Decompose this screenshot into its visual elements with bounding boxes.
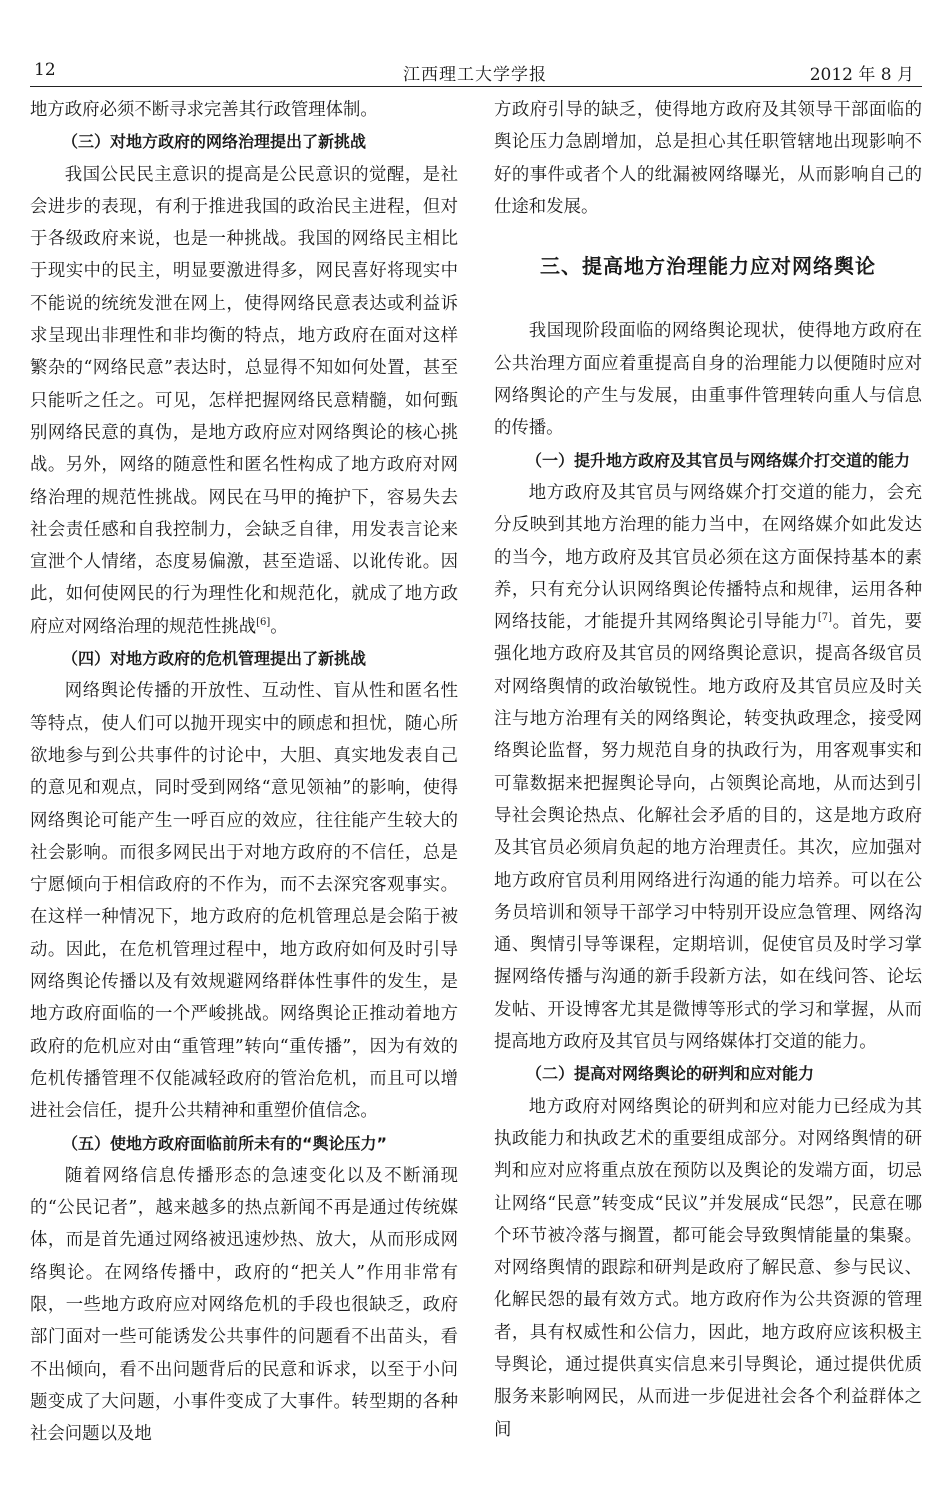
subsection-heading-1: （一）提升地方政府及其官员与网络媒介打交道的能力 — [526, 450, 911, 470]
paragraph: 我国现阶段面临的网络舆论现状，使得地方政府在公共治理方面应着重提高自身的治理能力以便随时应对网络舆论的产生与发展，由重事件管理转向重人与信息的传播。 — [494, 321, 922, 439]
subsection-heading-2: （二）提高对网络舆论的研判和应对能力 — [526, 1064, 815, 1084]
subsection-heading-3: （三）对地方政府的网络治理提出了新挑战 — [62, 132, 367, 152]
paragraph: 地方政府对网络舆论的研判和应对能力已经成为其执政能力和执政艺术的重要组成部分。对网络舆情的研判和应对应将重点放在预防以及舆论的发端方面，切忌让网络“民意”转变成“民议”并发展成“民怨”，民意在哪个环节被冷落与搁置，都可能会导致舆情能量的集聚。对网络舆情的跟踪和研判是政府了解民意、参与民议、化解民怨的最有效方式。地方政府作为公共资源的管理者，具有权威性和公信力，因此，地方政府应该积极主导舆论，通过提供真实信息来引导舆论，通过提供优质服务来影响网民，从而进一步促进社会各个利益群体之间 — [494, 1096, 922, 1440]
running-header — [30, 60, 920, 84]
journal-title: 江西理工大学学报 — [403, 65, 547, 85]
paragraph: 网络舆论传播的开放性、互动性、盲从性和匿名性等特点，使人们可以抛开现实中的顾虑和担忧，随心所欲地参与到公共事件的讨论中，大胆、真实地发表自己的意见和观点，同时受到网络“意见领袖”的影响，使得网络舆论可能产生一呼百应的效应，往往能产生较大的社会影响。而很多网民出于对地方政府的不信任，总是宁愿倾向于相信政府的不作为，而不去深究客观事实。在这样一种情况下，地方政府的危机管理总是会陷于被动。因此，在危机管理过程中，地方政府如何及时引导网络舆论传播以及有效规避网络群体性事件的发生，是地方政府面临的一个严峻挑战。网络舆论正推动着地方政府的危机应对由“重管理”转向“重传播”，因为有效的危机传播管理不仅能减轻政府的管治危机，而且可以增进社会信任，提升公共精神和重塑价值信念。 — [30, 681, 458, 1122]
citation-ref: [6] — [256, 616, 271, 628]
page-number: 12 — [34, 60, 56, 80]
paragraph-text: 。首先，要强化地方政府及其官员的网络舆论意识，提高各级官员对网络舆情的政治敏锐性。地方政府及其官员应及时关注与地方治理有关的网络舆论，转变执政理念，接受网络舆论监督，努力规范自身的执政行为，用客观事实和可靠数据来把握舆论导向，占领舆论高地，从而达到引导社会舆论热点、化解社会矛盾的目的，这是地方政府及其官员必须肩负起的地方治理责任。其次，应加强对地方政府官员利用网络进行沟通的能力培养。可以在公务员培训和领导干部学习中特别开设应急管理、网络沟通、舆情引导等课程，定期培训，促使官员及时学习掌握网络传播与沟通的新手段新方法，如在线问答、论坛发帖、开设博客尤其是微博等形式的学习和掌握，从而提高地方政府及其官员与网络媒体打交道的能力。 — [494, 612, 922, 1053]
subsection-heading-4: （四）对地方政府的危机管理提出了新挑战 — [62, 649, 367, 669]
paragraph-text: 地方政府及其官员与网络媒介打交道的能力，会充分反映到其地方治理的能力当中，在网络媒介如此发达的当今，地方政府及其官员必须在这方面保持基本的素养，只有充分认识网络舆论传播特点和规律，运用各种网络技能，才能提升其网络舆论引导能力 — [494, 482, 922, 633]
subsection-heading-5: （五）使地方政府面临前所未有的“舆论压力” — [62, 1133, 388, 1153]
paragraph-continuation: 方政府引导的缺乏，使得地方政府及其领导干部面临的舆论压力急剧增加，总是担心其任职管辖地出现影响不好的事件或者个人的纰漏被网络曝光，从而影响自己的仕途和发展。 — [494, 100, 922, 217]
paragraph: 随着网络信息传播形态的急速变化以及不断涌现的“公民记者”，越来越多的热点新闻不再是通过传统媒体，而是首先通过网络被迅速炒热、放大，从而形成网络舆论。在网络传播中，政府的“把关人”作用非常有限，一些地方政府应对网络危机的手段也很缺乏，政府部门面对一些可能诱发公共事件的问题看不出苗头，看不出倾向，看不出问题背后的民意和诉求，以至于小问题变成了大问题，小事件变成了大事件。转型期的各种社会问题以及地 — [30, 1165, 458, 1445]
paragraph-continuation: 地方政府必须不断寻求完善其行政管理体制。 — [30, 100, 378, 120]
citation-ref: [7] — [817, 612, 833, 624]
header-rule — [30, 86, 922, 87]
right-column — [494, 94, 922, 1446]
paragraph — [30, 159, 458, 643]
paragraph — [494, 477, 922, 1058]
left-column — [30, 94, 458, 1450]
issue-date: 2012 年 8 月 — [809, 65, 914, 85]
paragraph-end: 。 — [270, 616, 288, 637]
section-heading: 三、提高地方治理能力应对网络舆论 — [540, 254, 876, 279]
paragraph-text: 我国公民民主意识的提高是公民意识的觉醒，是社会进步的表现，有利于推进我国的政治民主进程，但对于各级政府来说，也是一种挑战。我国的网络民主相比于现实中的民主，明显要激进得多，网民喜好将现实中不能说的统统发泄在网上，使得网络民意表达或利益诉求呈现出非理性和非均衡的特点，地方政府在面对这样繁杂的“网络民意”表达时，总显得不知如何处置，甚至只能听之任之。可见，怎样把握网络民意精髓，如何甄别网络民意的真伪，是地方政府应对网络舆论的核心挑战。另外，网络的随意性和匿名性构成了地方政府对网络治理的规范性挑战。网民在马甲的掩护下，容易失去社会责任感和自我控制力，会缺乏自律，用发表言论来宣泄个人情绪，态度易偏激，甚至造谣、以讹传讹。因此，如何使网民的行为理性化和规范化，就成了地方政府应对网络治理的规范性挑战 — [30, 164, 458, 637]
